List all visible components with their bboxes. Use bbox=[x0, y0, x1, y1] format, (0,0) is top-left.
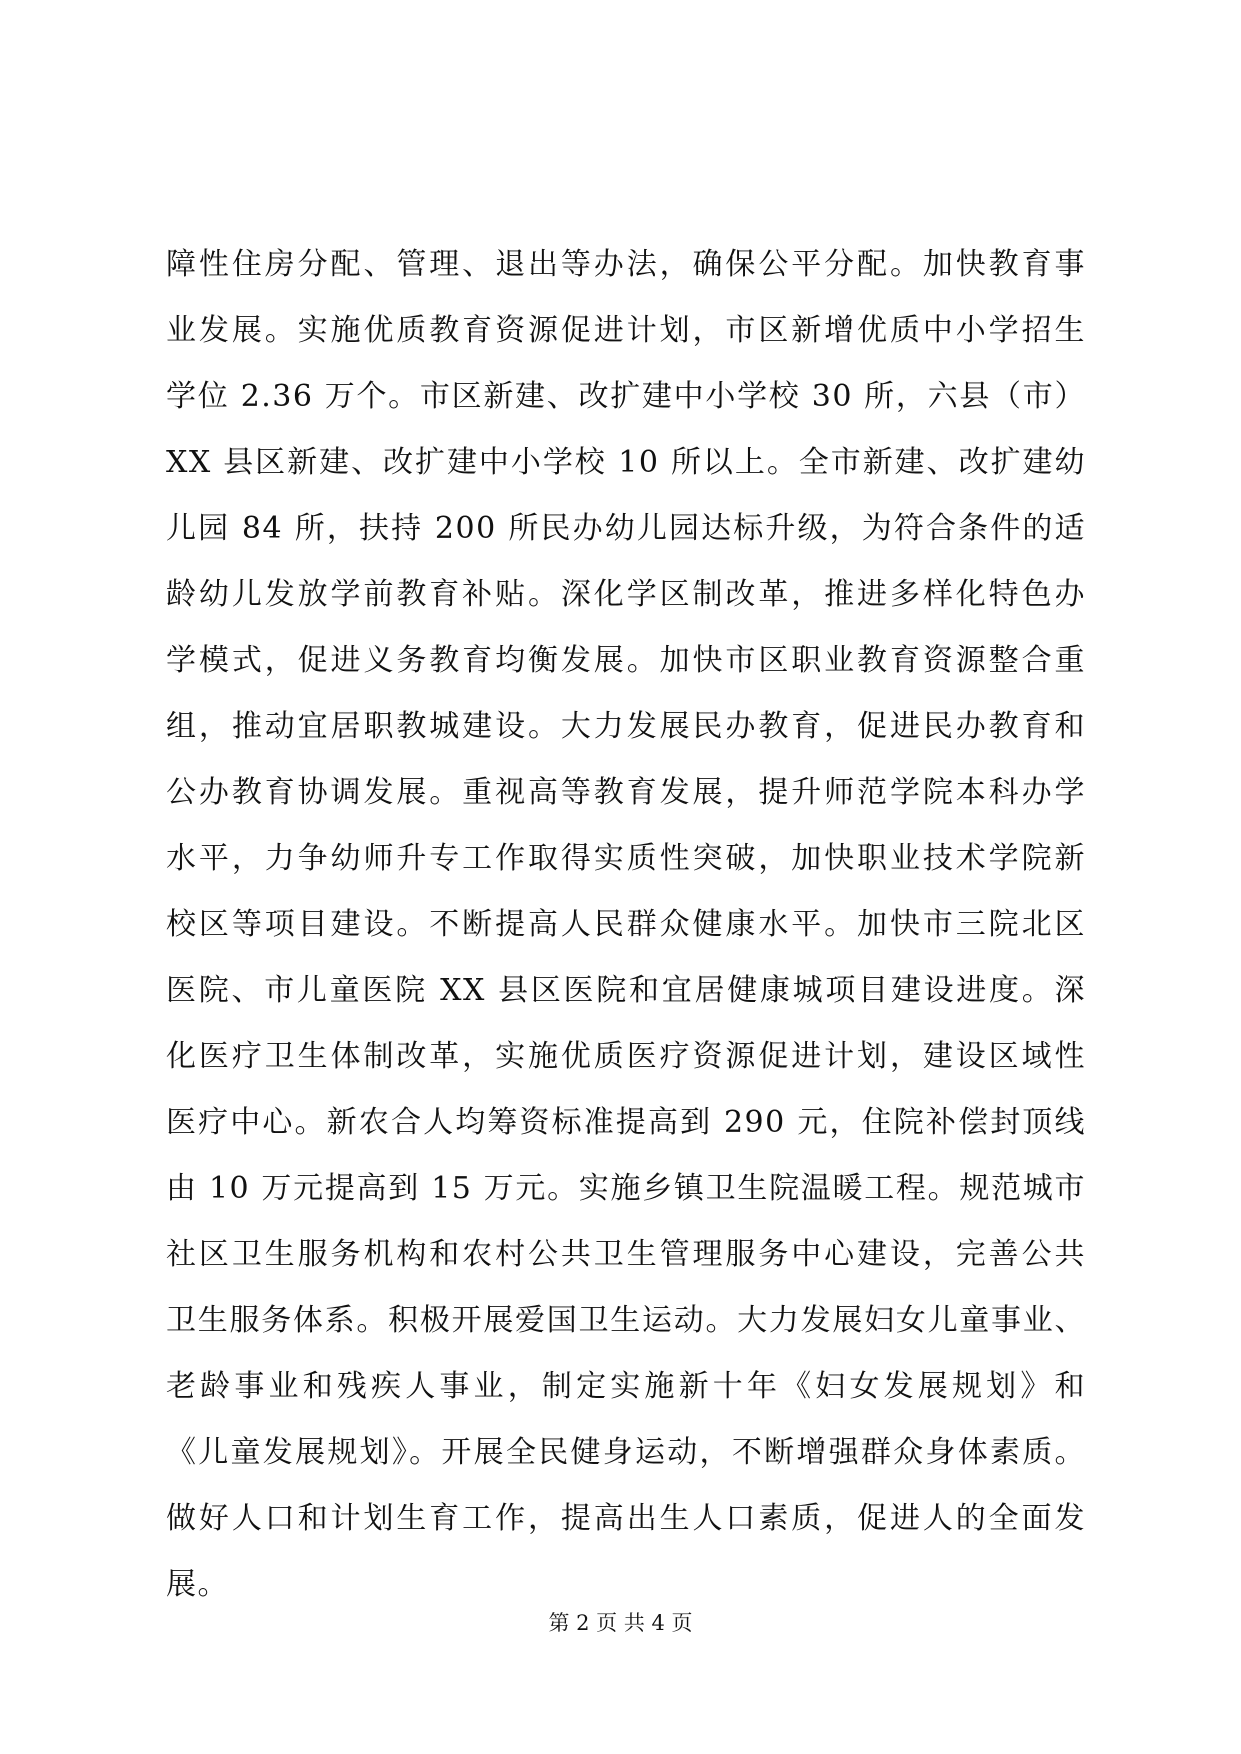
text-line: 社区卫生服务机构和农村公共卫生管理服务中心建设，完善公共 bbox=[166, 1237, 1086, 1272]
text-line: XX 县区新建、改扩建中小学校 10 所以上。全市新建、改扩建幼 bbox=[166, 445, 1086, 480]
text-line: 公办教育协调发展。重视高等教育发展，提升师范学院本科办学 bbox=[166, 775, 1086, 810]
text-line: 龄幼儿发放学前教育补贴。深化学区制改革，推进多样化特色办 bbox=[166, 577, 1086, 612]
text-line: 做好人口和计划生育工作，提高出生人口素质，促进人的全面发 bbox=[166, 1501, 1086, 1536]
text-line: 《儿童发展规划》。开展全民健身运动，不断增强群众身体素质。 bbox=[166, 1435, 1086, 1470]
text-line: 由 10 万元提高到 15 万元。实施乡镇卫生院温暖工程。规范城市 bbox=[166, 1171, 1086, 1206]
text-line: 校区等项目建设。不断提高人民群众健康水平。加快市三院北区 bbox=[166, 907, 1086, 942]
text-line: 障性住房分配、管理、退出等办法，确保公平分配。加快教育事 bbox=[166, 247, 1086, 282]
text-line: 业发展。实施优质教育资源促进计划，市区新增优质中小学招生 bbox=[166, 313, 1086, 348]
text-line: 化医疗卫生体制改革，实施优质医疗资源促进计划，建设区域性 bbox=[166, 1039, 1086, 1074]
text-line: 学模式，促进义务教育均衡发展。加快市区职业教育资源整合重 bbox=[166, 643, 1086, 678]
text-line: 学位 2.36 万个。市区新建、改扩建中小学校 30 所，六县（市） bbox=[166, 379, 1086, 414]
body-paragraph bbox=[166, 232, 1086, 1618]
text-line: 组，推动宜居职教城建设。大力发展民办教育，促进民办教育和 bbox=[166, 709, 1086, 744]
text-line: 水平，力争幼师升专工作取得实质性突破，加快职业技术学院新 bbox=[166, 841, 1086, 876]
text-line: 医院、市儿童医院 XX 县区医院和宜居健康城项目建设进度。深 bbox=[166, 973, 1086, 1008]
text-line: 展。 bbox=[166, 1567, 229, 1602]
text-line: 卫生服务体系。积极开展爱国卫生运动。大力发展妇女儿童事业、 bbox=[166, 1303, 1086, 1338]
text-line: 老龄事业和残疾人事业，制定实施新十年《妇女发展规划》和 bbox=[166, 1369, 1086, 1404]
page-footer: 第 2 页 共 4 页 bbox=[548, 1611, 693, 1635]
text-line: 儿园 84 所，扶持 200 所民办幼儿园达标升级，为符合条件的适 bbox=[166, 511, 1086, 546]
text-line: 医疗中心。新农合人均筹资标准提高到 290 元，住院补偿封顶线 bbox=[166, 1105, 1086, 1140]
